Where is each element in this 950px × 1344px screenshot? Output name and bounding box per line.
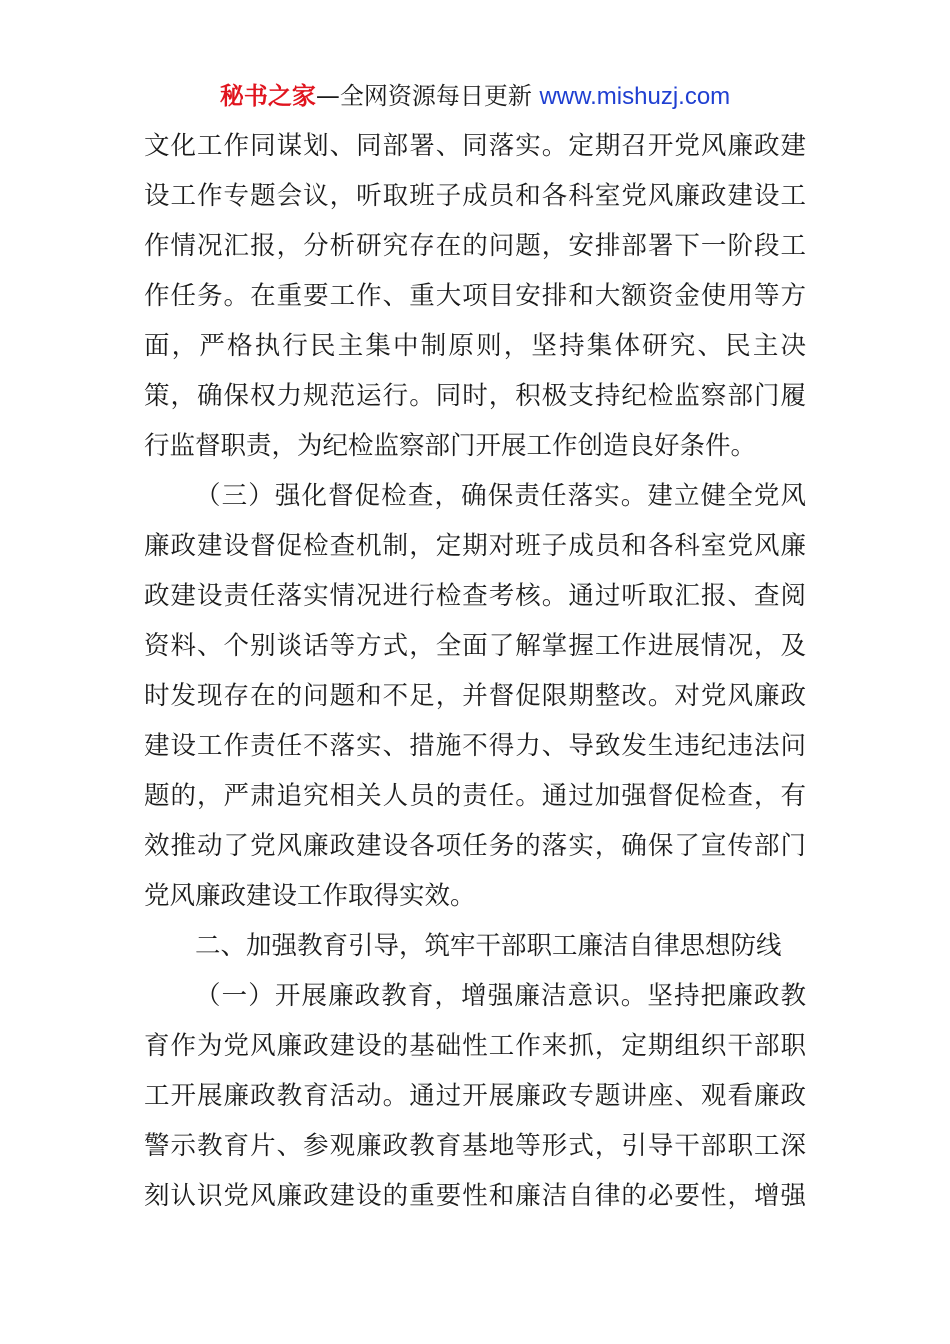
text-line: 工开展廉政教育活动。通过开展廉政专题讲座、观看廉政 [144, 1081, 806, 1111]
text-line: 资料、个别谈话等方式，全面了解掌握工作进展情况，及 [144, 631, 806, 661]
text-line: 效推动了党风廉政建设各项任务的落实，确保了宣传部门 [144, 831, 806, 861]
header-tagline: —全网资源每日更新 [315, 82, 532, 110]
document-body [144, 121, 806, 1221]
text-line: 政建设责任落实情况进行检查考核。通过听取汇报、查阅 [144, 581, 806, 611]
paragraph-heading: （一）开展廉政教育，增强廉洁意识。坚持把廉政教 [195, 981, 806, 1011]
text-line: 行监督职责，为纪检监察部门开展工作创造良好条件。 [144, 431, 757, 461]
text-line: 题的，严肃追究相关人员的责任。通过加强督促检查，有 [144, 781, 806, 811]
text-line: 面，严格执行民主集中制原则，坚持集体研究、民主决 [144, 331, 806, 361]
site-url-link[interactable]: www.mishuzj.com [539, 83, 731, 110]
paragraph-heading: （三）强化督促检查，确保责任落实。建立健全党风 [195, 481, 806, 511]
text-line: 育作为党风廉政建设的基础性工作来抓，定期组织干部职 [144, 1031, 806, 1061]
text-line: 策，确保权力规范运行。同时，积极支持纪检监察部门履 [144, 381, 806, 411]
text-line: 廉政建设督促检查机制，定期对班子成员和各科室党风廉 [144, 531, 806, 561]
text-line: 党风廉政建设工作取得实效。 [144, 881, 476, 911]
text-line: 文化工作同谋划、同部署、同落实。定期召开党风廉政建 [144, 131, 806, 161]
text-line: 作情况汇报，分析研究存在的问题，安排部署下一阶段工 [144, 231, 806, 261]
page-header [0, 80, 950, 113]
brand-name: 秘书之家 [219, 82, 316, 110]
text-line: 警示教育片、参观廉政教育基地等形式，引导干部职工深 [144, 1131, 806, 1161]
section-heading: 二、加强教育引导，筑牢干部职工廉洁自律思想防线 [195, 931, 782, 961]
text-line: 刻认识党风廉政建设的重要性和廉洁自律的必要性，增强 [144, 1181, 806, 1211]
text-line: 时发现存在的问题和不足，并督促限期整改。对党风廉政 [144, 681, 806, 711]
text-line: 作任务。在重要工作、重大项目安排和大额资金使用等方 [144, 281, 806, 311]
text-line: 设工作专题会议，听取班子成员和各科室党风廉政建设工 [144, 181, 806, 211]
text-line: 建设工作责任不落实、措施不得力、导致发生违纪违法问 [144, 731, 806, 761]
